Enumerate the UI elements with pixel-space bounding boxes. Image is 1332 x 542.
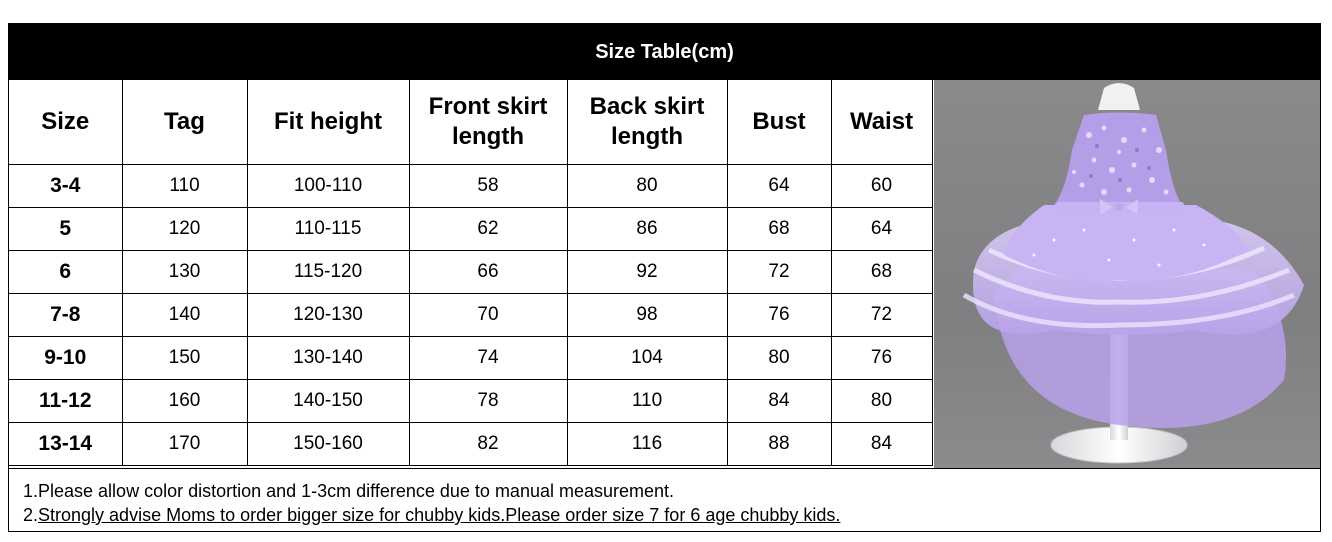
table-cell: 62 [409,208,567,251]
notes [9,468,1320,531]
table-row [9,251,932,294]
table-cell: 150 [122,337,247,380]
table-cell: 64 [727,165,831,208]
table-cell: 86 [567,208,727,251]
table-row [9,380,932,423]
table-cell: 130 [122,251,247,294]
table-cell: 68 [831,251,932,294]
table-row [9,337,932,380]
size-cell: 6 [9,251,122,294]
table-title: Size Table(cm) [9,24,1320,80]
size-cell: 3-4 [9,165,122,208]
purple-dress-image [934,80,1320,468]
table-cell: 160 [122,380,247,423]
header-tag: Tag [122,80,247,165]
table-cell: 60 [831,165,932,208]
table-cell: 115-120 [247,251,409,294]
table-row [9,165,932,208]
size-table [9,80,933,466]
table-cell: 140 [122,294,247,337]
table-cell: 80 [567,165,727,208]
header-waist: Waist [831,80,932,165]
size-cell: 7-8 [9,294,122,337]
table-cell: 110 [122,165,247,208]
size-cell: 11-12 [9,380,122,423]
table-row [9,423,932,466]
size-cell: 9-10 [9,337,122,380]
table-cell: 70 [409,294,567,337]
table-cell: 84 [831,423,932,466]
table-cell: 120 [122,208,247,251]
table-cell: 88 [727,423,831,466]
note-1: 1.Please allow color distortion and 1-3cm difference due to manual measurement. [23,481,675,501]
table-cell: 104 [567,337,727,380]
table-cell: 68 [727,208,831,251]
table-cell: 92 [567,251,727,294]
table-cell: 100-110 [247,165,409,208]
header-size: Size [9,80,122,165]
note-2-underlined: Strongly advise Moms to order bigger size for chubby kids.Please order size 7 for 6 age chubby kids. [38,505,841,525]
table-cell: 64 [831,208,932,251]
table-cell: 82 [409,423,567,466]
table-cell: 76 [831,337,932,380]
table-cell: 80 [831,380,932,423]
dress-photo [934,80,1320,468]
table-cell: 120-130 [247,294,409,337]
table-cell: 72 [831,294,932,337]
table-cell: 130-140 [247,337,409,380]
table-cell: 116 [567,423,727,466]
table-cell: 72 [727,251,831,294]
header-back-skirt-length: Back skirt length [567,80,727,165]
table-cell: 66 [409,251,567,294]
header-bust: Bust [727,80,831,165]
table-cell: 74 [409,337,567,380]
table-cell: 78 [409,380,567,423]
table-row [9,208,932,251]
table-cell: 110-115 [247,208,409,251]
table-cell: 170 [122,423,247,466]
size-cell: 5 [9,208,122,251]
size-cell: 13-14 [9,423,122,466]
table-cell: 58 [409,165,567,208]
table-cell: 84 [727,380,831,423]
table-cell: 98 [567,294,727,337]
table-cell: 150-160 [247,423,409,466]
table-row [9,294,932,337]
note-2: 2.Strongly advise Moms to order bigger size for chubby kids.Please order size 7 for 6 age chubby kids. [23,505,841,525]
header-row [9,80,932,165]
header-fit-height: Fit height [247,80,409,165]
table-cell: 140-150 [247,380,409,423]
table-cell: 76 [727,294,831,337]
size-chart [8,23,1321,532]
table-cell: 110 [567,380,727,423]
header-front-skirt-length: Front skirt length [409,80,567,165]
table-cell: 80 [727,337,831,380]
